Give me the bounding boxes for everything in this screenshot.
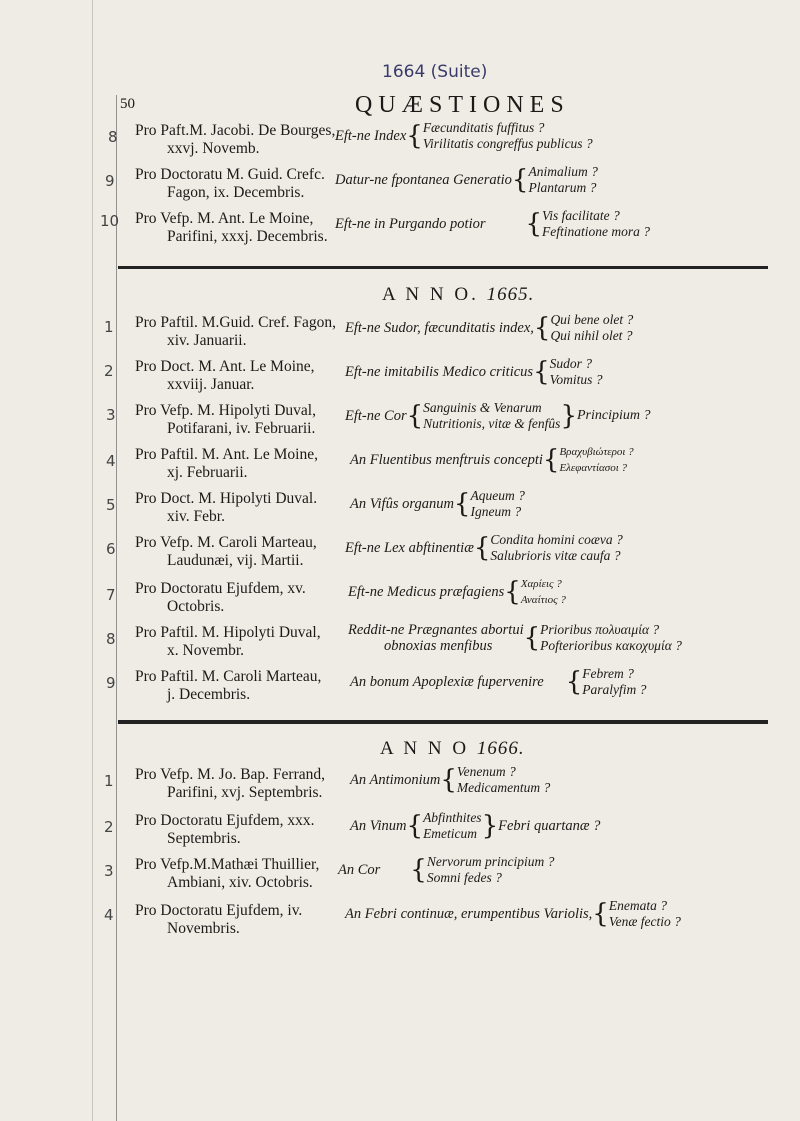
option-1: Nervorum principium ?: [426, 854, 555, 869]
dedication-line-1: Pro Vefp. M. Ant. Le Moine,: [135, 210, 314, 227]
entry-index: 9: [106, 674, 116, 692]
entry-dedication: [135, 668, 321, 704]
brace-icon: {: [406, 811, 424, 841]
question-options: [550, 356, 603, 388]
question: [348, 622, 682, 654]
option-2: Salubrioris vitæ caufa ?: [490, 548, 621, 563]
question-options: [423, 120, 593, 152]
question-tail: Principium ?: [576, 408, 651, 423]
dedication-line-2: Potifarani, iv. Februarii.: [167, 420, 316, 437]
option-1: Animalium ?: [528, 164, 598, 179]
option-1: Venenum ?: [456, 764, 516, 779]
section-divider: [118, 720, 768, 724]
page-number: 50: [120, 96, 135, 112]
entry-index: 7: [106, 586, 116, 604]
dedication-line-1: Pro Doct. M. Hipolyti Duval.: [135, 490, 318, 507]
year-value: 1665.: [486, 284, 535, 305]
dedication-line-1: Pro Paftil. M. Hipolyti Duval,: [135, 624, 321, 641]
entry-dedication: [135, 624, 321, 660]
handwritten-note: 1664 (Suite): [382, 62, 488, 82]
question: [345, 400, 650, 432]
question-options: [550, 312, 633, 344]
entry-dedication: [135, 856, 319, 892]
entry-index: 2: [104, 818, 114, 836]
entry-dedication: [135, 402, 316, 438]
dedication-line-1: Pro Paftil. M. Ant. Le Moine,: [135, 446, 318, 463]
year-value: 1666.: [476, 738, 525, 759]
entry-dedication: [135, 902, 302, 938]
brace-icon: {: [453, 489, 471, 519]
dedication-line-1: Pro Paftil. M. Caroli Marteau,: [135, 668, 322, 685]
entry-dedication: [135, 166, 325, 202]
entry-index: 1: [104, 772, 114, 790]
option-2: Nutritionis, vitæ & fenfûs: [423, 416, 561, 431]
question-text: Eft-ne imitabilis Medico criticus: [345, 364, 534, 380]
brace-icon: {: [440, 765, 457, 795]
question-options: [521, 576, 566, 608]
entry-dedication: [135, 210, 328, 246]
dedication-line-1: Pro Doctoratu Ejufdem, xv.: [135, 580, 306, 597]
dedication-line-1: Pro Paft.M. Jacobi. De Bourges,: [135, 122, 336, 139]
dedication-line-2: Septembris.: [167, 830, 241, 847]
entry-dedication: [135, 314, 336, 350]
question: [350, 488, 525, 520]
question: [345, 898, 681, 930]
question-tail: Febri quartanæ ?: [498, 818, 601, 834]
dedication-line-2: Parifini, xvj. Septembris.: [167, 784, 323, 801]
option-2: Ελεφαντίασοι ?: [559, 462, 628, 474]
entry-dedication: [135, 534, 317, 570]
option-1: Enemata ?: [608, 898, 667, 913]
question-text: Datur-ne fpontanea Generatio: [335, 172, 512, 188]
question-text: An Cor: [338, 862, 381, 878]
brace-icon: {: [525, 209, 543, 239]
question: [350, 810, 600, 842]
question: [335, 164, 598, 196]
option-2: Pofterioribus κακοχυμία ?: [540, 638, 682, 653]
entry-dedication: [135, 766, 325, 802]
option-2: Αναίτιος ?: [520, 594, 566, 606]
dedication-line-2: Laudunæi, vij. Martii.: [167, 552, 304, 569]
entry-index: 9: [105, 172, 115, 190]
option-1: Prioribus πολυαιμία ?: [540, 622, 660, 637]
question: [350, 666, 646, 698]
entry-dedication: [135, 812, 315, 848]
question-options: [427, 854, 555, 886]
dedication-line-1: Pro Paftil. M.Guid. Cref. Fagon,: [135, 314, 337, 331]
dedication-line-1: Pro Doctoratu Ejufdem, xxx.: [135, 812, 315, 829]
question: [338, 854, 554, 886]
entry-dedication: [135, 580, 306, 616]
question-text: An bonum Apoplexiæ fupervenire: [350, 674, 544, 690]
year-label: A N N O: [380, 738, 470, 759]
question-text: Eft-ne Lex abftinentiæ: [345, 540, 474, 556]
question-options: [542, 208, 650, 240]
option-2: Somni fedes ?: [426, 870, 502, 885]
entry-index: 8: [106, 630, 116, 648]
option-1: Condita homini coæva ?: [490, 532, 623, 547]
brace-icon: {: [511, 165, 529, 195]
question-options: [490, 532, 622, 564]
dedication-line-2: x. Novembr.: [167, 642, 245, 659]
question-text: Eft-ne Medicus præfagiens: [348, 584, 505, 600]
question-text: Reddit-ne Prægnantes abortui: [348, 622, 524, 638]
dedication-line-2: xxviij. Januar.: [167, 376, 255, 393]
brace-icon: }: [560, 401, 577, 431]
dedication-line-2: xiv. Januarii.: [167, 332, 247, 349]
dedication-line-1: Pro Vefp. M. Jo. Bap. Ferrand,: [135, 766, 326, 783]
question-text-line-2: obnoxias menfibus: [384, 638, 493, 654]
question: [345, 532, 623, 564]
dedication-line-1: Pro Vefp. M. Hipolyti Duval,: [135, 402, 316, 419]
question-options: [470, 488, 524, 520]
entry-index: 3: [106, 406, 116, 424]
brace-icon: {: [533, 313, 551, 343]
option-1: Vis facilitate ?: [542, 208, 620, 223]
entry-index: 6: [106, 540, 116, 558]
page-edge-line: [92, 0, 93, 1121]
entry-dedication: [135, 446, 318, 482]
dedication-line-2: Ambiani, xiv. Octobris.: [167, 874, 313, 891]
dedication-line-2: Parifini, xxxj. Decembris.: [167, 228, 328, 245]
brace-icon: {: [523, 623, 541, 653]
brace-icon: {: [406, 401, 424, 431]
question: [345, 312, 633, 344]
entry-index: 10: [100, 212, 120, 230]
option-2: Vomitus ?: [549, 372, 603, 387]
dedication-line-1: Pro Doct. M. Ant. Le Moine,: [135, 358, 315, 375]
option-2: Qui nihil olet ?: [550, 328, 633, 343]
year-heading: [380, 738, 525, 760]
option-2: Venæ fectio ?: [608, 914, 681, 929]
dedication-line-2: j. Decembris.: [167, 686, 251, 703]
year-label: A N N O.: [382, 284, 479, 305]
question-options: [582, 666, 646, 698]
entry-dedication: [135, 490, 317, 526]
question-options: [423, 400, 560, 432]
brace-icon: {: [504, 577, 521, 607]
brace-icon: {: [565, 667, 583, 697]
page-title: QUÆSTIONES: [355, 92, 570, 118]
dedication-line-2: Novembris.: [167, 920, 240, 937]
dedication-line-2: xxvj. Novemb.: [167, 140, 260, 157]
question-options: [457, 764, 550, 796]
option-1: Βραχυβιώτεροι ?: [559, 446, 634, 458]
dedication-line-1: Pro Doctoratu Ejufdem, iv.: [135, 902, 303, 919]
brace-icon: {: [533, 357, 550, 387]
dedication-line-1: Pro Vefp. M. Caroli Marteau,: [135, 534, 317, 551]
question-text: An Vinum: [350, 818, 407, 834]
entry-index: 3: [104, 862, 114, 880]
option-1: Χαρίεις ?: [520, 578, 562, 590]
question-text: Eft-ne Cor: [345, 408, 407, 424]
option-1: Sanguinis & Venarum: [423, 400, 542, 415]
entry-index: 4: [106, 452, 116, 470]
dedication-line-2: Octobris.: [167, 598, 225, 615]
option-2: Emeticum: [423, 826, 478, 841]
option-1: Qui bene olet ?: [550, 312, 634, 327]
question: [350, 764, 550, 796]
brace-icon: {: [473, 533, 491, 563]
question: [348, 576, 566, 608]
dedication-line-1: Pro Doctoratu M. Guid. Crefc.: [135, 166, 325, 183]
question-text: An Antimonium: [350, 772, 441, 788]
question-text: Eft-ne Index: [335, 128, 407, 144]
dedication-line-1: Pro Vefp.M.Mathæi Thuillier,: [135, 856, 320, 873]
entry-dedication: [135, 122, 335, 158]
option-2: Paralyfim ?: [582, 682, 647, 697]
brace-icon: {: [542, 445, 560, 475]
question-options: [609, 898, 681, 930]
option-2: Virilitatis congreffus publicus ?: [422, 136, 593, 151]
year-heading: [382, 284, 534, 306]
option-2: Medicamentum ?: [456, 780, 551, 795]
dedication-line-2: Fagon, ix. Decembris.: [167, 184, 305, 201]
brace-icon: {: [410, 855, 427, 885]
dedication-line-2: xiv. Febr.: [167, 508, 225, 525]
question-text: An Fluentibus menftruis concepti: [350, 452, 543, 468]
entry-index: 4: [104, 906, 114, 924]
option-2: Igneum ?: [470, 504, 522, 519]
brace-icon: {: [406, 121, 423, 151]
question-text: Eft-ne in Purgando potior: [335, 216, 486, 232]
option-1: Sudor ?: [549, 356, 592, 371]
section-divider: [118, 266, 768, 269]
option-2: Feftinatione mora ?: [542, 224, 651, 239]
option-1: Febrem ?: [582, 666, 634, 681]
question-options: [423, 810, 482, 842]
entry-index: 2: [104, 362, 114, 380]
question-text: Eft-ne Sudor, fæcunditatis index,: [345, 320, 534, 336]
question: [345, 356, 603, 388]
option-2: Plantarum ?: [528, 180, 597, 195]
question: [335, 208, 650, 240]
left-margin-rule: [116, 95, 117, 1121]
dedication-line-2: xj. Februarii.: [167, 464, 248, 481]
question: [335, 120, 593, 152]
entry-index: 5: [106, 496, 116, 514]
brace-icon: }: [481, 811, 499, 841]
entry-index: 8: [108, 128, 118, 146]
question-options: [559, 444, 633, 476]
entry-dedication: [135, 358, 315, 394]
question-options: [528, 164, 597, 196]
option-1: Aqueum ?: [470, 488, 525, 503]
question-text: An Febri continuæ, erumpentibus Variolis,: [345, 906, 593, 922]
entry-index: 1: [104, 318, 114, 336]
question: [350, 444, 634, 476]
option-1: Abfinthites: [423, 810, 482, 825]
question-text: An Vifûs organum: [350, 496, 454, 512]
question-options: [540, 622, 682, 654]
option-1: Fæcunditatis fuffitus ?: [422, 120, 545, 135]
brace-icon: {: [592, 899, 609, 929]
